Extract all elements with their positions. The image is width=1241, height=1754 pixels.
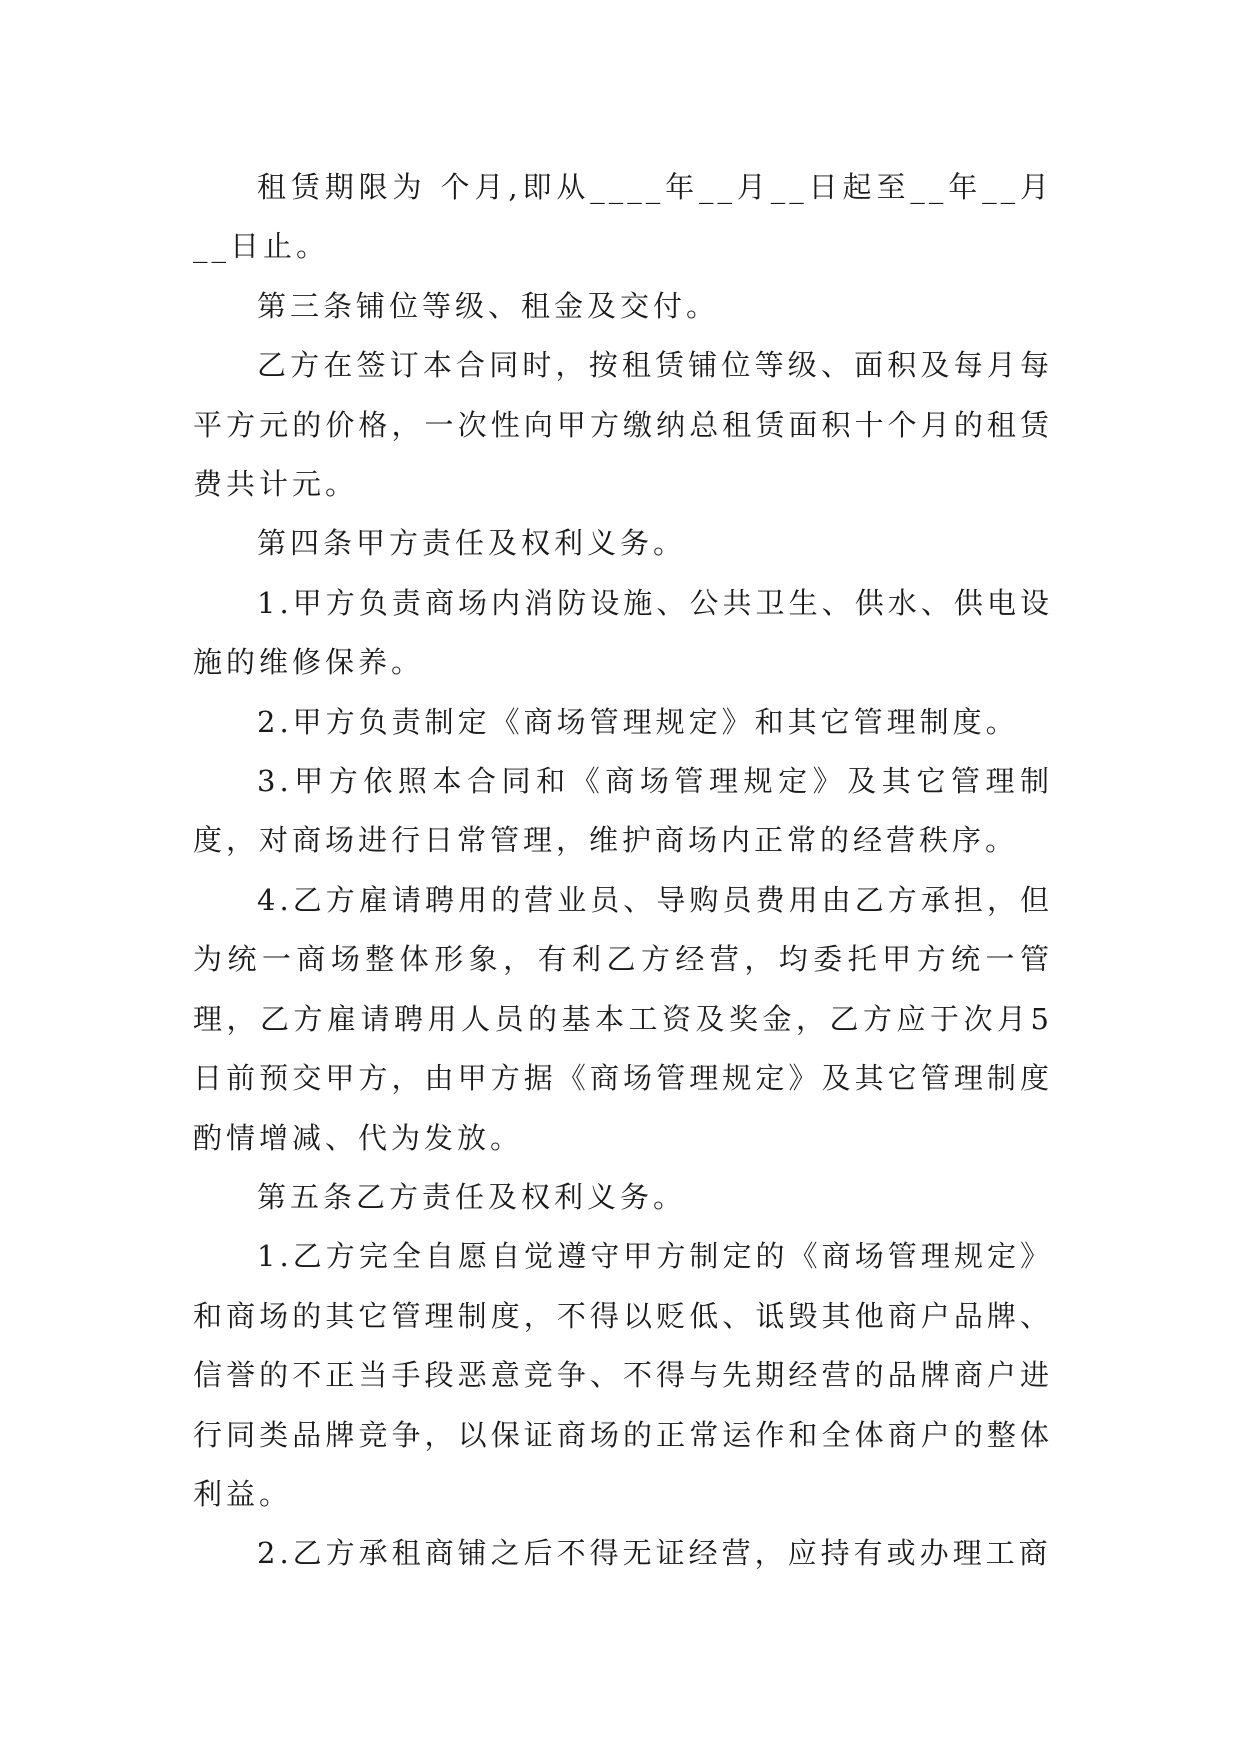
paragraph-article-4-item-1: 1.甲方负责商场内消防设施、公共卫生、供水、供电设施的维修保养。 [193, 585, 1053, 680]
document-body [193, 158, 1053, 1584]
paragraph-article-4-item-4: 4.乙方雇请聘用的营业员、导购员费用由乙方承担，但为统一商场整体形象，有利乙方经营，均委托甲方统一管理，乙方雇请聘用人员的基本工资及奖金，乙方应于次月5日前预交甲方，由甲方据《商场管理规定》及其它管理制度酌情增减、代为发放。 [193, 882, 1053, 1155]
paragraph-article-4-heading: 第四条甲方责任及权利义务。 [257, 526, 687, 561]
paragraph-article-4-item-2: 2.甲方负责制定《商场管理规定》和其它管理制度。 [257, 704, 1019, 739]
paragraph-article-5-item-1: 1.乙方完全自愿自觉遵守甲方制定的《商场管理规定》和商场的其它管理制度，不得以贬低、诋毁其他商户品牌、信誉的不正当手段恶意竞争、不得与先期经营的品牌商户进行同类品牌竞争，以保证商场的正常运作和全体商户的整体利益。 [193, 1239, 1053, 1511]
paragraph-article-3-body: 乙方在签订本合同时，按租赁铺位等级、面积及每月每平方元的价格，一次性向甲方缴纳总租赁面积十个月的租赁费共计元。 [193, 348, 1053, 502]
paragraph-article-4-item-3: 3.甲方依照本合同和《商场管理规定》及其它管理制度，对商场进行日常管理，维护商场内正常的经营秩序。 [193, 764, 1053, 858]
paragraph-article-5-item-2: 2.乙方承租商铺之后不得无证经营，应持有或办理工商 [257, 1536, 1052, 1571]
paragraph-article-3-heading: 第三条铺位等级、租金及交付。 [257, 288, 720, 323]
paragraph-article-5-heading: 第五条乙方责任及权利义务。 [257, 1179, 687, 1214]
paragraph-lease-term: 租赁期限为 个月,即从____年__月__日起至__年__月__日止。 [193, 170, 1053, 264]
